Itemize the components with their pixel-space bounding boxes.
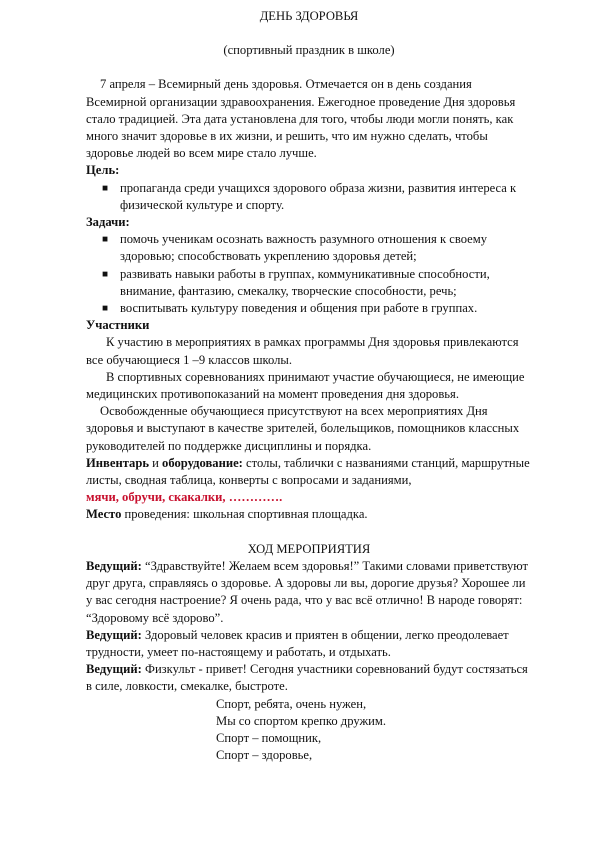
host-text: Здоровый человек красив и приятен в общении, легко преодолевает трудности, умеет по-настоящему и работать, и отдыхать. bbox=[86, 627, 509, 659]
participants-paragraph: В спортивных соревнованиях принимают участие обучающиеся, не имеющие медицинских противопоказаний на момент проведения дня здоровья. bbox=[86, 369, 525, 402]
goal-item-text: пропаганда среди учащихся здорового образа жизни, развития интереса к физической культуре и спорту. bbox=[120, 180, 517, 212]
poem-line: Спорт, ребята, очень нужен, bbox=[216, 696, 367, 711]
document-page bbox=[86, 8, 532, 764]
spacer bbox=[86, 25, 532, 42]
bullet-icon: ■ bbox=[102, 234, 109, 246]
bullet-icon: ■ bbox=[102, 268, 109, 280]
intro-paragraph: 7 апреля – Всемирный день здоровья. Отмечается он в день создания Всемирной организации здравоохранения. Ежегодное проведение Дня здоровья стало традицией. Эта дата установлена для того, чтобы люди могли понять, как много значит здоровье в их жизни, и решить, что им нужно сделать, чтобы здоровье людей во всем мире стало лучше. bbox=[86, 77, 516, 161]
inventory-and: и bbox=[149, 455, 163, 470]
host-text: Физкульт - привет! Сегодня участники соревнований будут состязаться в силе, ловкости, смекалке, быстроте. bbox=[86, 662, 528, 694]
host-text: “Здравствуйте! Желаем всем здоровья!” Такими словами приветствуют друг друга, справляясь о здоровье. А здоровы ли вы, дорогие друзья? Хорошее ли у вас сегодня настроение? Я очень рада, что у вас всё отлично! В народе говорят: “Здоровому всё здорово”. bbox=[86, 558, 529, 625]
inventory-red-items: мячи, обручи, скакалки, …………. bbox=[86, 490, 283, 505]
bullet-icon: ■ bbox=[102, 303, 109, 315]
tasks-list bbox=[86, 231, 532, 317]
participants-paragraph: К участию в мероприятиях в рамках программы Дня здоровья привлекаются все обучающиеся 1 –9 классов школы. bbox=[86, 335, 519, 367]
host-speaker: Ведущий: bbox=[86, 627, 142, 642]
place-paragraph bbox=[86, 506, 532, 523]
list-item bbox=[86, 266, 532, 300]
place-text: школьная спортивная площадка. bbox=[189, 507, 368, 522]
document-title: ДЕНЬ ЗДОРОВЬЯ bbox=[259, 9, 359, 23]
list-item bbox=[86, 231, 532, 265]
equipment-label: оборудование: bbox=[162, 455, 243, 470]
host-speaker: Ведущий: bbox=[86, 662, 142, 677]
host-speaker: Ведущий: bbox=[86, 558, 142, 573]
poem bbox=[86, 696, 532, 765]
goal-list bbox=[86, 180, 532, 214]
tasks-heading: Задачи: bbox=[86, 215, 130, 230]
poem-line: Мы со спортом крепко дружим. bbox=[216, 713, 387, 728]
list-item bbox=[86, 180, 532, 214]
document-subtitle: (спортивный праздник в школе) bbox=[223, 43, 395, 58]
place-label: Место bbox=[86, 507, 122, 522]
spacer bbox=[86, 524, 532, 541]
host-line bbox=[86, 558, 532, 627]
inventory-label: Инвентарь bbox=[86, 455, 149, 470]
event-heading: ХОД МЕРОПРИЯТИЯ bbox=[247, 541, 371, 556]
inventory-paragraph bbox=[86, 455, 532, 489]
poem-line: Спорт – помощник, bbox=[216, 730, 322, 745]
poem-line: Спорт – здоровье, bbox=[216, 748, 313, 763]
host-line bbox=[86, 627, 532, 661]
spacer bbox=[86, 59, 532, 76]
place-label-rest: проведения: bbox=[121, 507, 190, 522]
task-item-text: помочь ученикам осознать важность разумного отношения к своему здоровью; способствовать укреплению здоровья детей; bbox=[120, 232, 488, 264]
task-item-text: развивать навыки работы в группах, коммуникативные способности, внимание, фантазию, смекалку, творческие способности, речь; bbox=[120, 266, 490, 298]
bullet-icon: ■ bbox=[102, 182, 109, 194]
host-line bbox=[86, 661, 532, 695]
list-item bbox=[86, 300, 532, 317]
task-item-text: воспитывать культуру поведения и общения при работе в группах. bbox=[120, 301, 478, 316]
participants-paragraph: Освобожденные обучающиеся присутствуют на всех мероприятиях Дня здоровья и выступают в качестве зрителей, болельщиков, помощников классных руководителей по поддержке дисциплины и порядка. bbox=[86, 404, 520, 453]
inventory-text: столы, таблички с названиями станций, маршрутные листы, сводная таблица, конверты с вопросами и заданиями, bbox=[86, 455, 530, 488]
goal-heading: Цель: bbox=[86, 163, 120, 178]
participants-heading: Участники bbox=[86, 318, 150, 333]
